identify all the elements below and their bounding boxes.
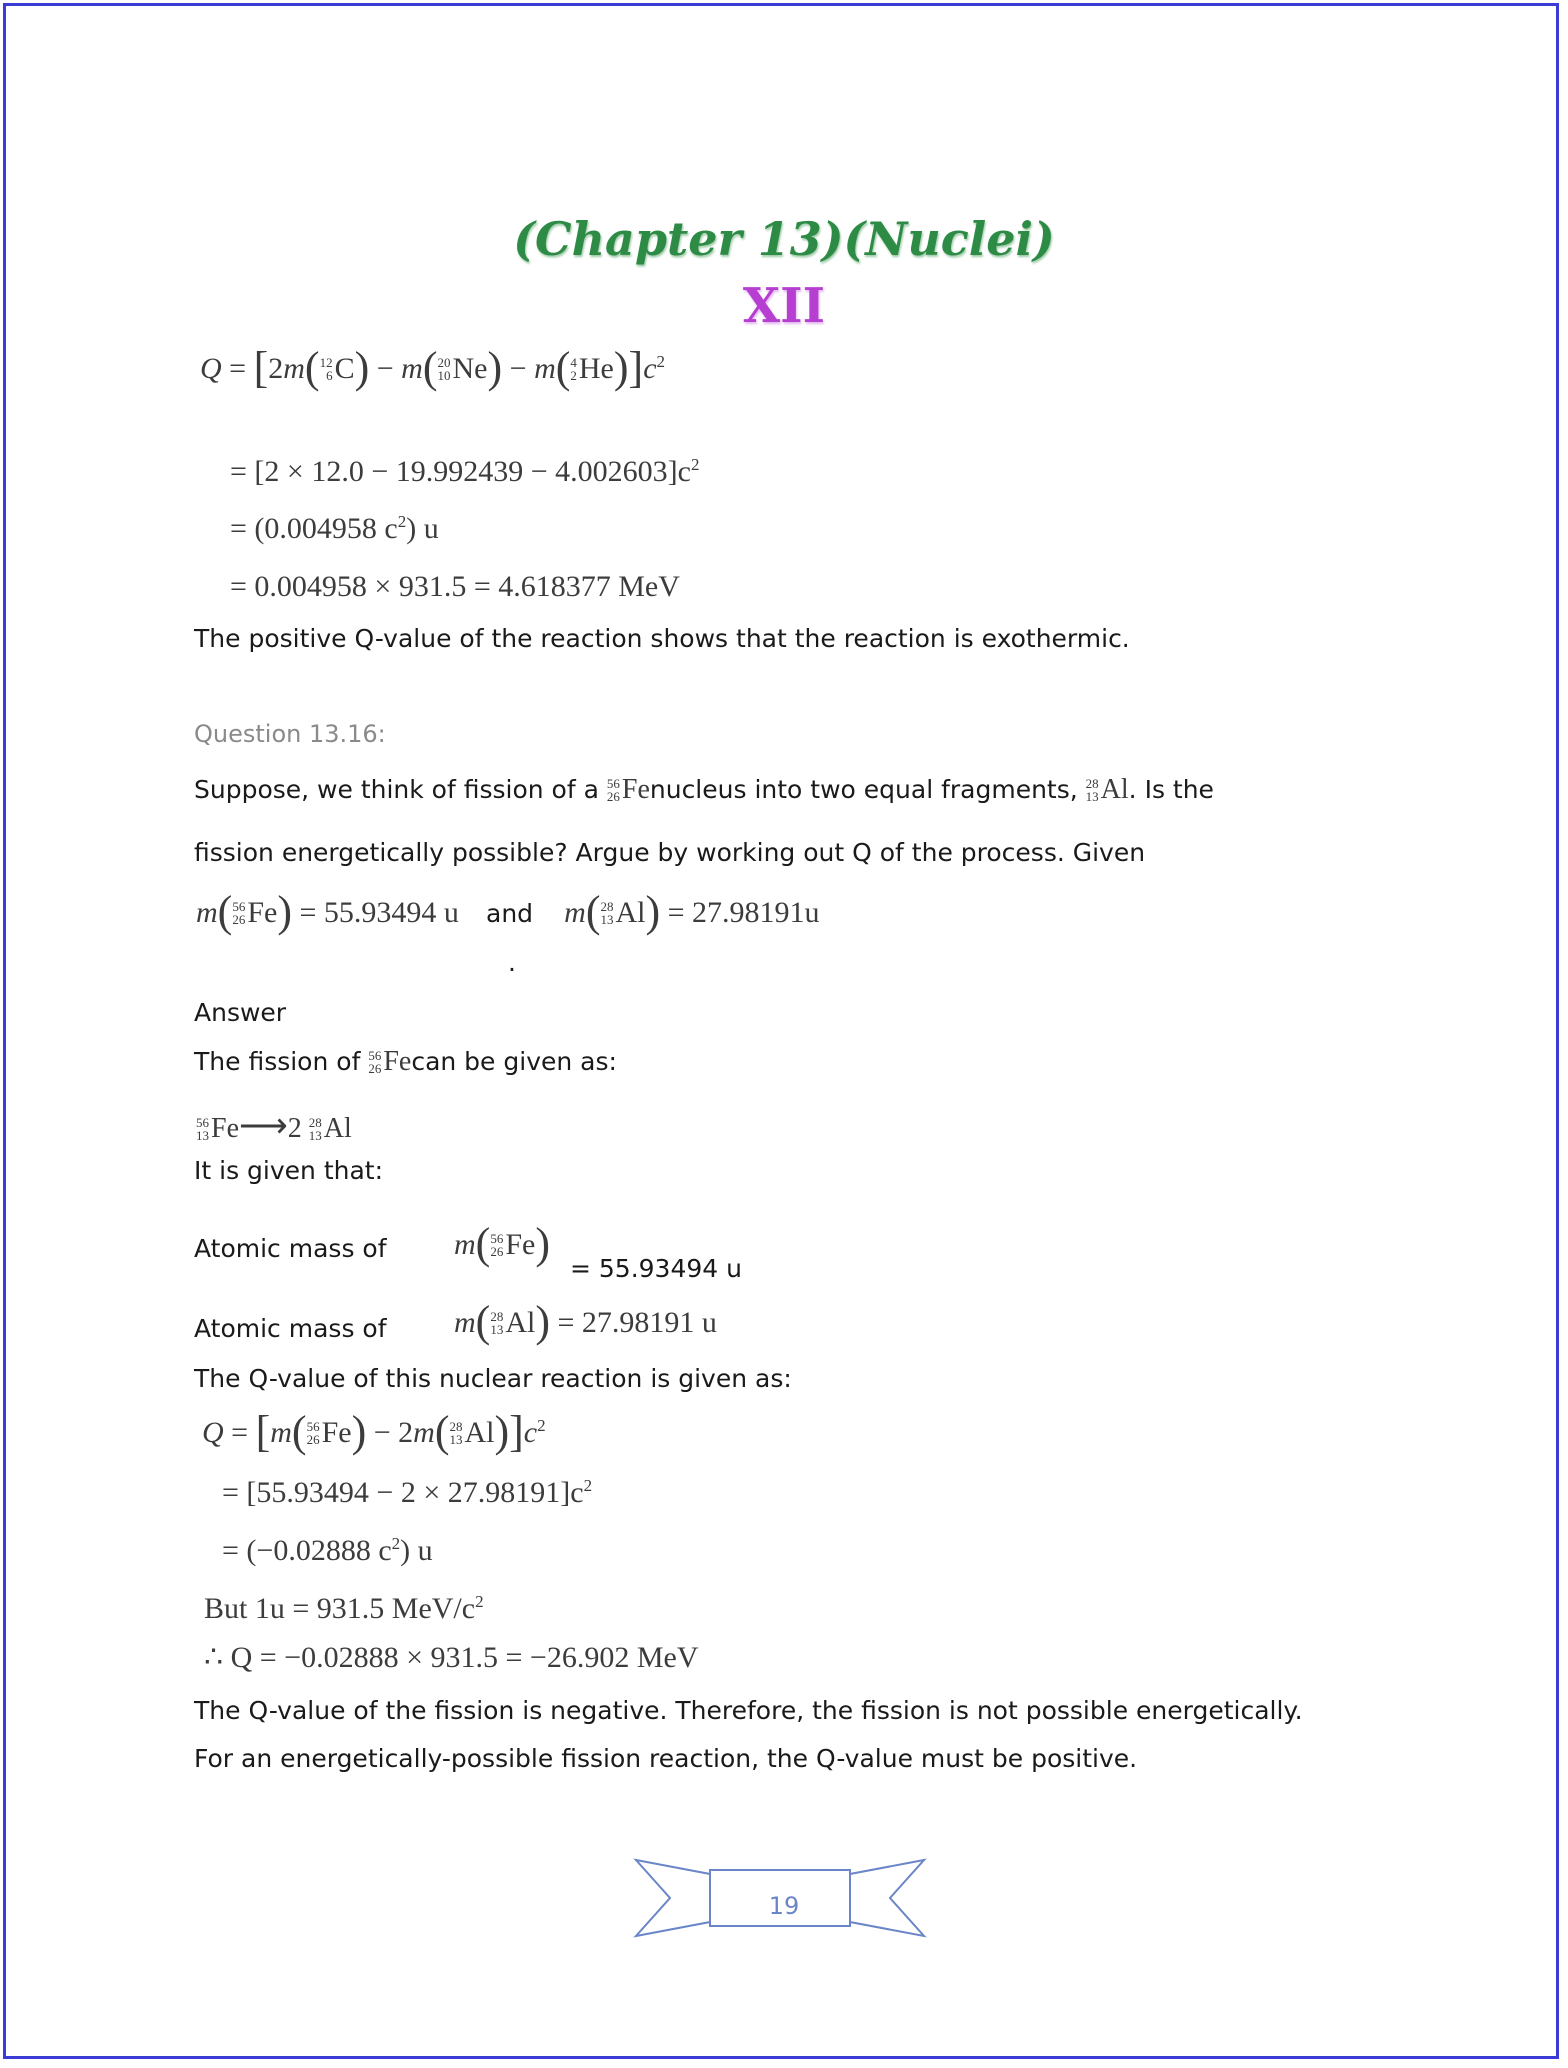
q-equation-3: = (0.004958 $c^2$) u — [230, 512, 439, 545]
question-label: Question 13.16: — [194, 720, 386, 748]
atomic-mass-fe-expr: m( 56 26 Fe) — [454, 1219, 550, 1268]
atomic-mass-fe-label: Atomic mass of — [194, 1234, 387, 1263]
fission-reaction: 56 13 Fe⟶2 28 13 Al — [196, 1108, 352, 1145]
unit-conversion: But 1u = 931.5 MeV/$c^2$ — [204, 1592, 484, 1625]
final-conclusion-2: For an energetically-possible fission reaction, the Q-value must be positive. — [194, 1744, 1138, 1773]
atomic-mass-al-label: Atomic mass of — [194, 1314, 387, 1343]
question-line-2: fission energetically possible? Argue by working out Q of the process. Given — [194, 838, 1146, 867]
atomic-mass-fe-value: = 55.93494 u — [570, 1254, 742, 1283]
final-conclusion-1: The Q-value of the fission is negative. Therefore, the fission is not possible energetically. — [194, 1696, 1303, 1725]
answer-label: Answer — [194, 998, 287, 1027]
fission-q-equation-2: = $[55.93494 - 2 \times 27.98191]c^2$ — [222, 1476, 593, 1509]
question-line-1: Suppose, we think of fission of a 56 26 Fenucleus into two equal fragments, 28 13 Al. Is the — [194, 774, 1214, 805]
q-equation-4: = 0.004958 × 931.5 = 4.618377 MeV — [230, 570, 680, 603]
exothermic-conclusion: The positive Q-value of the reaction shows that the reaction is exothermic. — [194, 624, 1130, 653]
given-masses: m( 56 26 Fe) = 55.93494 u and m( 28 13 Al) = 27.98191u — [196, 887, 820, 936]
q-equation-2: = $[2 \times 12.0 - 19.992439 - 4.002603]c^2$ — [230, 455, 700, 488]
stray-dot: . — [508, 948, 516, 977]
qvalue-intro: The Q-value of this nuclear reaction is given as: — [194, 1364, 792, 1393]
fission-intro: The fission of 56 26 Fecan be given as: — [194, 1046, 617, 1077]
page-number: 19 — [768, 1892, 800, 1920]
given-intro: It is given that: — [194, 1156, 384, 1185]
al-nuclide: 28 13 Al — [1085, 774, 1129, 805]
fission-q-equation-3: = (−0.02888 $c^2$) u — [222, 1534, 433, 1567]
atomic-mass-al-expr: m( 28 13 Al) = 27.98191 u — [454, 1297, 717, 1346]
q-equation-1: Q = [2m( 12 6 C) − m( 20 10 Ne) − m( 4 2 $He)]c^2$ — [200, 343, 666, 392]
chapter-title: (Chapter 13)(Nuclei) — [513, 212, 1055, 266]
class-label: XII — [742, 278, 826, 334]
fission-q-equation-1: Q = [m( 56 26 Fe) − 2m( 28 13 $Al)]c^2$ — [202, 1407, 546, 1456]
fission-q-result: ∴ Q = −0.02888 × 931.5 = −26.902 MeV — [204, 1641, 699, 1674]
fe-nuclide: 56 26 Fe — [606, 774, 650, 805]
